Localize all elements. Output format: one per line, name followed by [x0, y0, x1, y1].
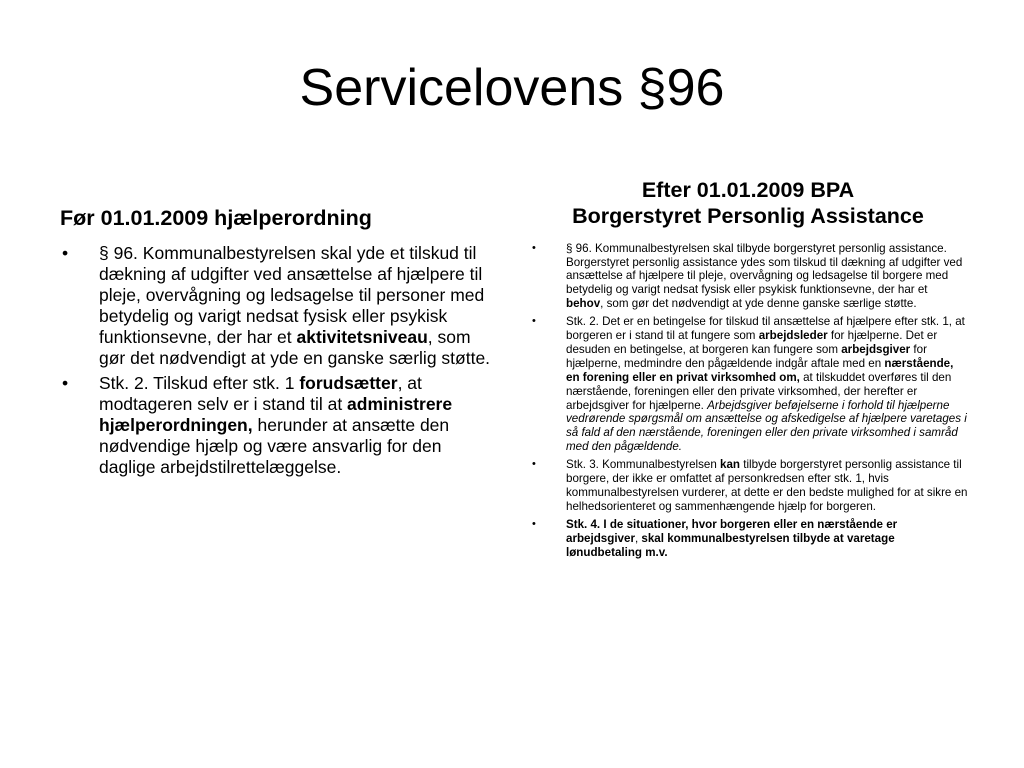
bullet-icon: • — [532, 517, 536, 530]
bold-term: behov — [566, 297, 601, 311]
text-run: for hjælperne, medmindre den pågældende indgår aftale med en — [566, 342, 927, 370]
right-bullet-item-1 — [528, 242, 968, 312]
text-run: , — [634, 531, 642, 545]
bullet-icon: • — [532, 241, 536, 254]
bold-term: nærstående, en forening eller en privat virksomhed om, — [566, 356, 954, 384]
bold-term: forudsætter — [299, 372, 398, 393]
bold-term: skal kommunalbestyrelsen tilbyde at varetage lønudbetaling m.v. — [566, 531, 895, 559]
right-heading-line-1: Efter 01.01.2009 BPA — [641, 178, 855, 202]
right-bullet-item-4 — [528, 518, 968, 560]
bullet-icon: • — [62, 372, 69, 393]
left-bullet-item-2 — [60, 373, 500, 478]
text-run: § 96. Kommunalbestyrelsen skal yde et tilskud til dækning af udgifter ved ansættelse af hjælpere til pleje, overvågning og ledsagelse til personer med betydelig og varigt nedsat fysisk eller psykisk funktionsevne, der har et — [99, 242, 485, 347]
bold-term: kan — [720, 458, 740, 472]
text-run: Stk. 3. Kommunalbestyrelsen — [566, 458, 721, 472]
bold-term: arbejdsgiver — [841, 342, 911, 356]
text-run: , som gør det nødvendigt at yde en ganske særlig støtte. — [99, 326, 491, 368]
text-run: tilbyde borgerstyret personlig assistance til borgere, der ikke er omfattet af personkredsen efter stk. 1, hvis kommunalbestyrelsen vurderer, at dette er den bedste mulighed for at sikre en helhedsorienteret og sammenhængende hjælp for borgeren. — [566, 458, 968, 513]
left-bullet-list — [60, 243, 500, 478]
right-column-heading — [528, 178, 968, 230]
bold-term: administrere hjælperordningen, — [99, 393, 453, 435]
right-bullet-item-2 — [528, 315, 968, 454]
right-column — [528, 178, 968, 564]
text-run: herunder at ansætte den nødvendige hjælp og være ansvarlig for den daglige arbejdstilrettelæggelse. — [99, 414, 450, 477]
right-bullet-list — [528, 242, 968, 560]
text-run: for hjælperne. Det er desuden en betingelse, at borgeren kan fungere som — [566, 329, 938, 356]
text-run: § 96. Kommunalbestyrelsen skal tilbyde borgerstyret personlig assistance. Borgerstyret personlig assistance ydes som tilskud til dækning af udgifter ved ansættelse af hjælpere til pleje, overvågning og ledsagelse til borgere med betydelig og varigt nedsat fysisk eller psykisk funktionsevne, der har et — [566, 241, 963, 297]
bullet-icon: • — [532, 315, 536, 328]
text-run: , at modtageren selv er i stand til at — [99, 372, 422, 414]
bold-term: aktivitetsniveau — [296, 326, 428, 347]
right-heading-line-2: Borgerstyret Personlig Assistance — [572, 203, 924, 228]
bullet-icon: • — [62, 242, 69, 263]
bold-term: Stk. 4. I de situationer, hvor borgeren eller en nærstående er arbejdsgiver — [566, 517, 898, 545]
text-run: Stk. 2. Tilskud efter stk. 1 — [99, 372, 300, 393]
italic-text: Arbejdsgiver beføjelserne i forhold til hjælperne vedrørende spørgsmål om ansættelse og afskedigelse af hjælpere varetages i så fald af den nærstående, foreningen eller den private virksomhed i samråd med den pågældende. — [566, 398, 967, 454]
left-column-heading: Før 01.01.2009 hjælperordning — [60, 206, 372, 230]
left-column — [60, 206, 500, 482]
text-run: Stk. 2. Det er en betingelse for tilskud til ansættelse af hjælpere efter stk. 1, at borgeren er i stand til at fungere som — [566, 315, 965, 343]
bold-term: arbejdsleder — [758, 329, 828, 343]
slide-title: Servicelovens §96 — [299, 59, 725, 117]
text-run: , som gør det nødvendigt at yde denne ganske særlige støtte. — [600, 297, 917, 311]
bullet-icon: • — [532, 458, 536, 471]
left-bullet-item-1 — [60, 243, 500, 369]
right-bullet-item-3 — [528, 458, 968, 514]
text-run: at tilskuddet overføres til den nærstående, foreningen eller den private virksomhed, der herefter er arbejdsgiver for hjælperne. — [566, 370, 952, 412]
